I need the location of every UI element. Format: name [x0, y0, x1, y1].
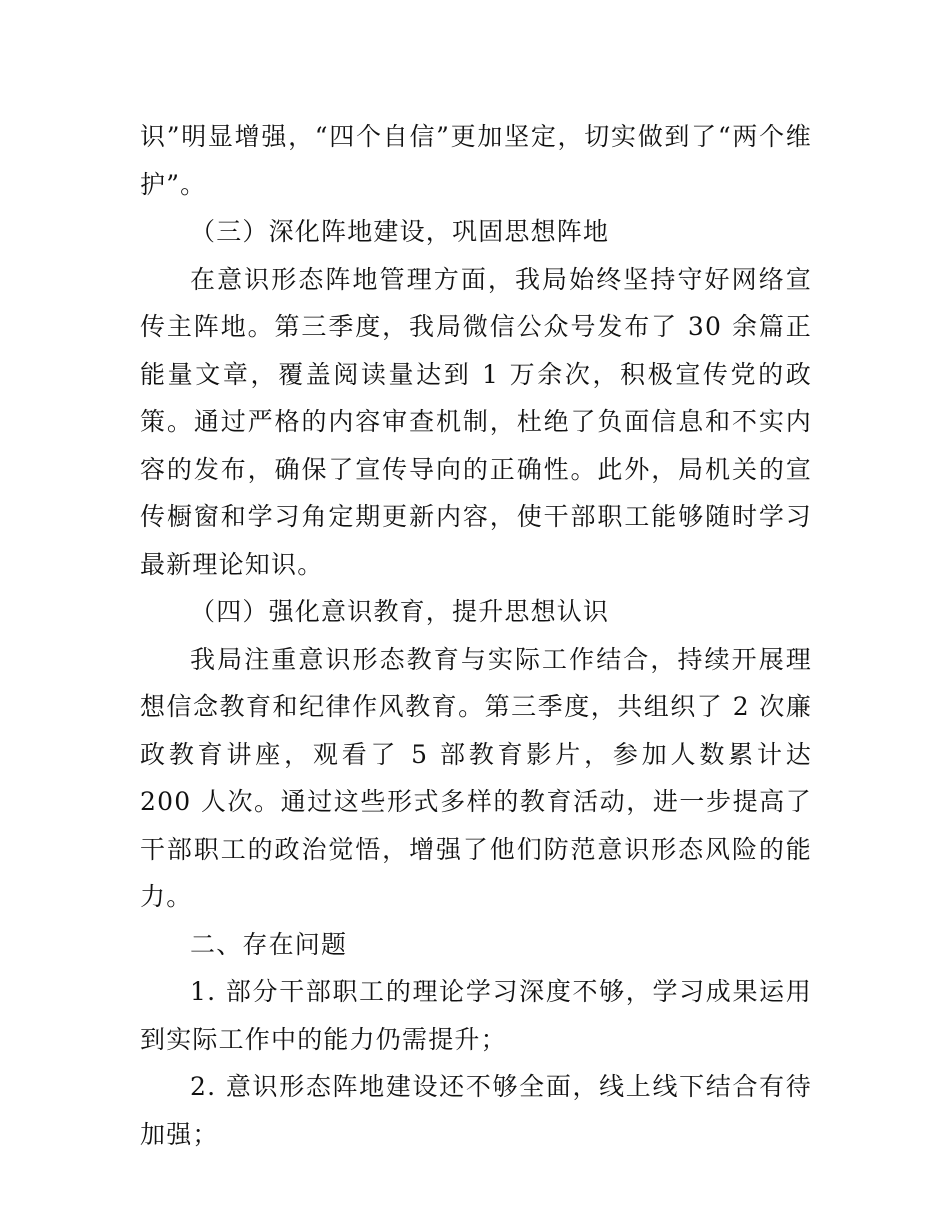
- problem-item-2: 2. 意识形态阵地建设还不够全面，线上线下结合有待加强；: [140, 1072, 812, 1149]
- section-heading-4: （四）强化意识教育，提升思想认识: [190, 597, 610, 626]
- problem-item-1: 1. 部分干部职工的理论学习深度不够，学习成果运用到实际工作中的能力仍需提升；: [140, 977, 812, 1054]
- paragraph-positions: 在意识形态阵地管理方面，我局始终坚持守好网络宣传主阵地。第三季度，我局微信公众号发布了 30 余篇正能量文章，覆盖阅读量达到 1 万余次，积极宣传党的政策。通过严格的内容审查机制，杜绝了负面信息和不实内容的发布，确保了宣传导向的正确性。此外，局机关的宣传橱窗和学习角定期更新内容，使干部职工能够随时学习最新理论知识。: [140, 264, 812, 579]
- paragraph-continued: 识”明显增强，“四个自信”更加坚定，切实做到了“两个维护”。: [140, 122, 812, 199]
- paragraph-education: 我局注重意识形态教育与实际工作结合，持续开展理想信念教育和纪律作风教育。第三季度，共组织了 2 次廉政教育讲座，观看了 5 部教育影片，参加人数累计达 200 人次。通过这些形式多样的教育活动，进一步提高了干部职工的政治觉悟，增强了他们防范意识形态风险的能力。: [140, 644, 812, 911]
- section-heading-problems: 二、存在问题: [190, 929, 348, 959]
- document-page: [140, 113, 812, 1158]
- section-heading-3: （三）深化阵地建设，巩固思想阵地: [190, 217, 610, 246]
